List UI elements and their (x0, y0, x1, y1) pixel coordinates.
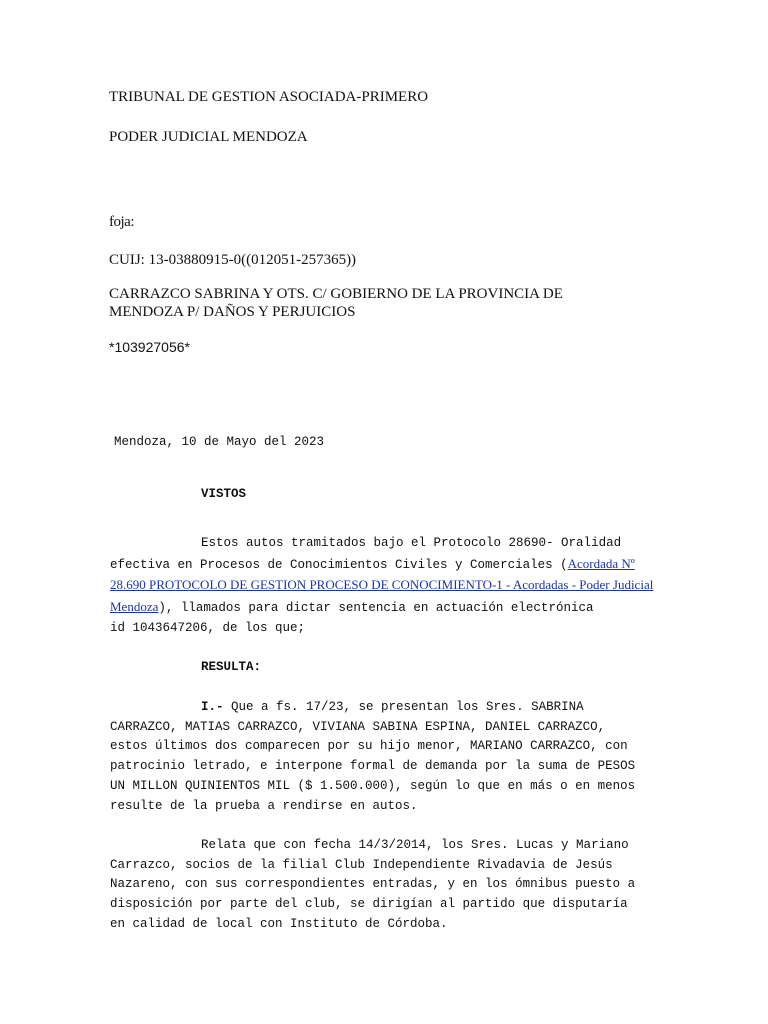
barcode-text: *103927056* (109, 339, 190, 355)
resulta-p2-line-4: disposición por parte del club, se dirigían al partido que disputaría (110, 897, 628, 912)
resulta-p2-line-3: Nazareno, con sus correspondientes entradas, y en los ómnibus puesto a (110, 877, 636, 892)
document-date: Mendoza, 10 de Mayo del 2023 (114, 435, 325, 449)
resulta-p1-line-1: I.- Que a fs. 17/23, se presentan los Sres. SABRINA (201, 700, 584, 714)
resulta-p1-line-3: estos últimos dos comparecen por su hijo menor, MARIANO CARRAZCO, con (110, 739, 628, 754)
resulta-p1-line-5: UN MILLON QUINIENTOS MIL ($ 1.500.000), según lo que en más o en menos (110, 778, 636, 793)
foja-label: foja: (109, 214, 134, 230)
acordada-link-part-2[interactable]: 28.690 PROTOCOLO DE GESTION PROCESO DE CONOCIMIENTO-1 - Acordadas - Poder Judicial (110, 577, 654, 593)
vistos-line-3 (110, 575, 655, 597)
resulta-p2-line-5: en calidad de local con Instituto de Córdoba. (110, 916, 448, 931)
case-title-line-1: CARRAZCO SABRINA Y OTS. C/ GOBIERNO DE LA PROVINCIA DE (109, 286, 563, 302)
judiciary-name: PODER JUDICIAL MENDOZA (109, 129, 308, 145)
court-name: TRIBUNAL DE GESTION ASOCIADA-PRIMERO (109, 89, 429, 105)
cuij-number: CUIJ: 13-03880915-0((012051-257365)) (109, 252, 357, 268)
vistos-line-4: Mendoza), llamados para dictar sentencia en actuación electrónica (110, 599, 594, 616)
vistos-line-2: efectiva en Procesos de Conocimientos Civiles y Comerciales (Acordada Nº (110, 555, 635, 572)
resulta-p1-line-6: resulte de la prueba a rendirse en autos. (110, 798, 418, 813)
resulta-p2-line-2: Carrazco, socios de la filial Club Independiente Rivadavia de Jesús (110, 857, 613, 872)
resulta-p1-line-4: patrocinio letrado, e interpone formal de demanda por la suma de PESOS (110, 759, 636, 774)
vistos-line-5: id 1043647206, de los que; (110, 620, 306, 635)
case-title-line-2: MENDOZA P/ DAÑOS Y PERJUICIOS (109, 304, 356, 320)
resulta-p2-line-1: Relata que con fecha 14/3/2014, los Sres. Lucas y Mariano (201, 838, 629, 852)
vistos-paragraph (110, 534, 655, 639)
acordada-link-part-1[interactable]: Acordada Nº (567, 555, 635, 571)
vistos-heading: VISTOS (201, 487, 247, 501)
resulta-p1-line-2: CARRAZCO, MATIAS CARRAZCO, VIVIANA SABINA ESPINA, DANIEL CARRAZCO, (110, 719, 606, 734)
resulta-paragraph-2 (110, 836, 655, 935)
resulta-paragraph-1 (110, 698, 655, 816)
acordada-link-part-3[interactable]: Mendoza (110, 599, 159, 615)
resulta-heading: RESULTA: (201, 660, 262, 674)
vistos-line-1: Estos autos tramitados bajo el Protocolo 28690- Oralidad (201, 536, 622, 550)
